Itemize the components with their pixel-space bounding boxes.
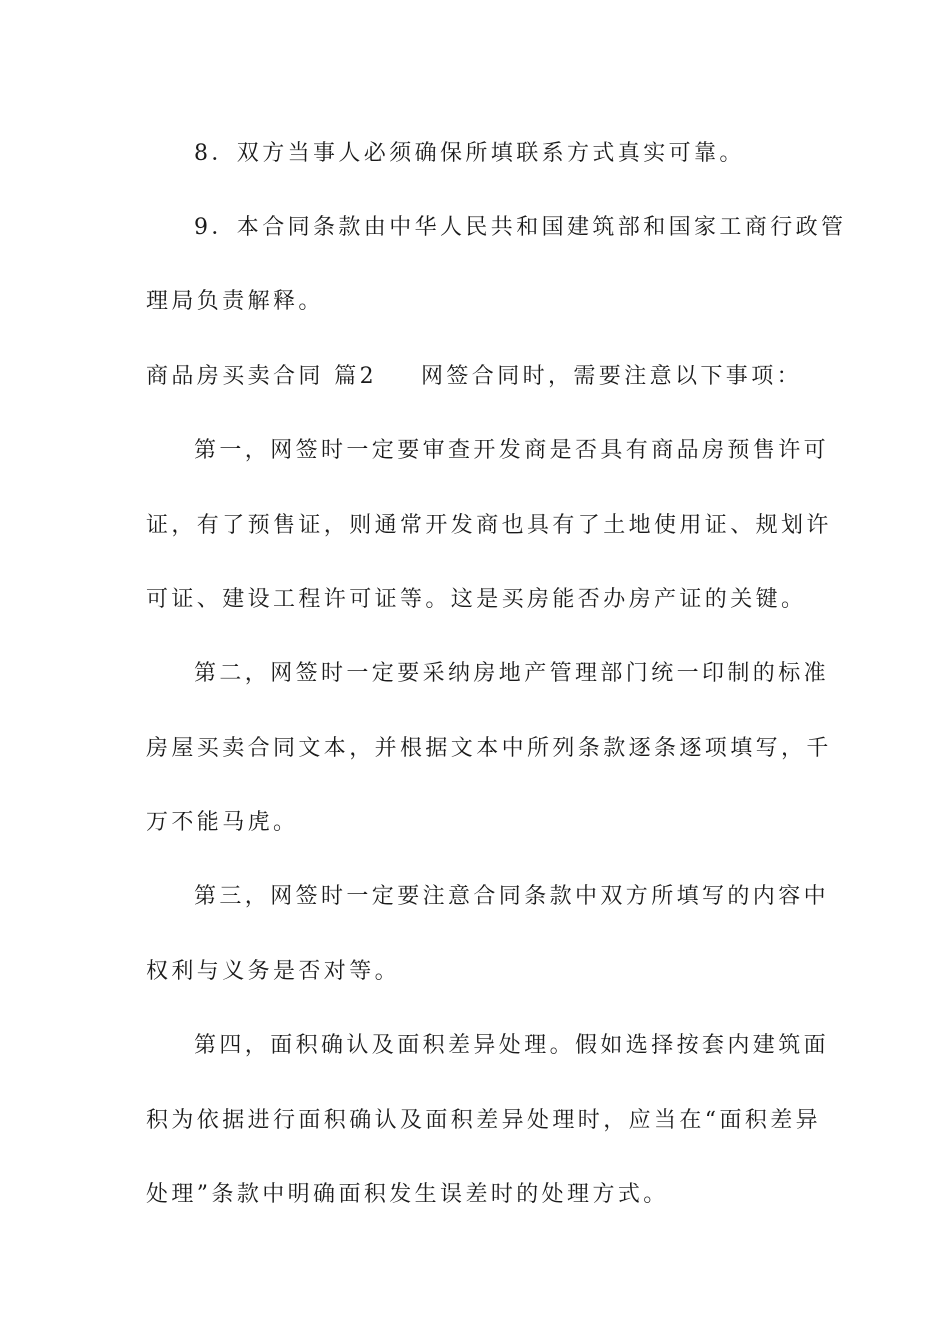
clause-9-line-2: 理局负责解释。: [146, 289, 324, 314]
paragraph-1-line-2: 证，有了预售证，则通常开发商也具有了土地使用证、规划许: [146, 513, 832, 538]
paragraph-4-line-3: 处理”条款中明确面积发生误差时的处理方式。: [146, 1182, 669, 1207]
paragraph-2-line-3: 万不能马虎。: [146, 810, 299, 835]
paragraph-1-line-3: 可证、建设工程许可证等。这是买房能否办房产证的关键。: [146, 587, 807, 612]
paragraph-4-line-1: 第四，面积确认及面积差异处理。假如选择按套内建筑面: [194, 1033, 830, 1058]
section-title: 商品房买卖合同 篇2: [146, 364, 377, 389]
paragraph-4-line-2: 积为依据进行面积确认及面积差异处理时，应当在“面积差异: [146, 1108, 822, 1133]
paragraph-3-line-2: 权利与义务是否对等。: [146, 959, 401, 984]
paragraph-2-line-1: 第二，网签时一定要采纳房地产管理部门统一印制的标准: [194, 661, 830, 686]
clause-8: 8．双方当事人必须确保所填联系方式真实可靠。: [194, 141, 745, 166]
paragraph-1-line-1: 第一，网签时一定要审查开发商是否具有商品房预售许可: [194, 438, 830, 463]
paragraph-2-line-2: 房屋买卖合同文本，并根据文本中所列条款逐条逐项填写，千: [146, 736, 832, 761]
section-intro: 网签合同时，需要注意以下事项：: [421, 364, 803, 389]
clause-9-line-1: 9．本合同条款由中华人民共和国建筑部和国家工商行政管: [194, 215, 847, 240]
section-heading: [146, 364, 802, 390]
paragraph-3-line-1: 第三，网签时一定要注意合同条款中双方所填写的内容中: [194, 884, 830, 909]
